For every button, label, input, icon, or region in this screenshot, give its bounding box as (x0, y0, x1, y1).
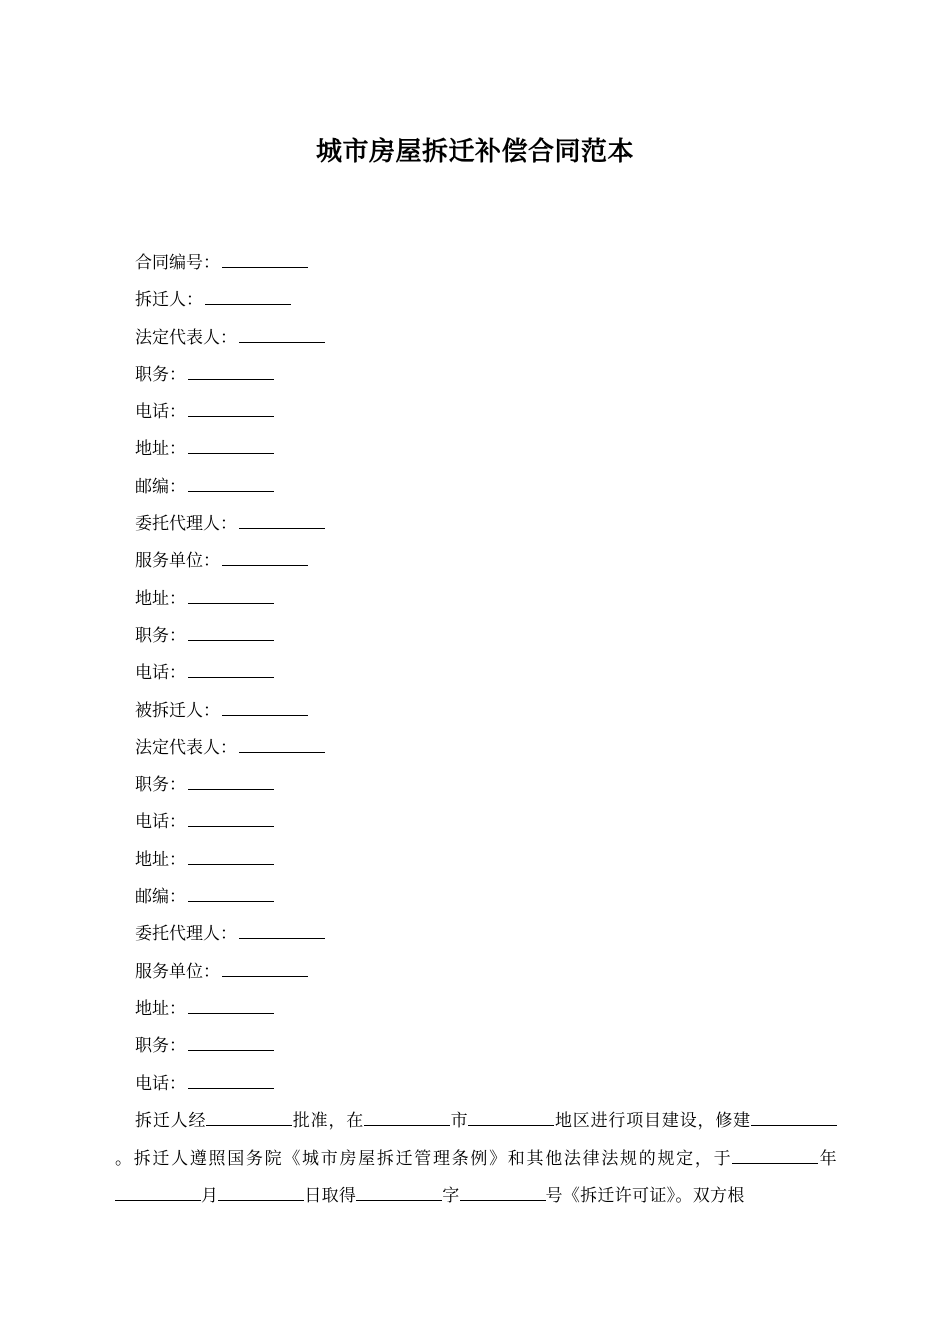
field-row (135, 919, 325, 956)
field-label: 电话： (135, 402, 186, 423)
field-blank-line[interactable] (222, 958, 308, 977)
field-blank-line[interactable] (188, 659, 274, 678)
field-blank-line[interactable] (188, 435, 274, 454)
field-label: 服务单位： (135, 551, 220, 572)
fill-blank[interactable] (732, 1145, 790, 1164)
field-blank-line[interactable] (222, 547, 308, 566)
field-row (135, 546, 325, 583)
fill-blank[interactable] (364, 1107, 450, 1126)
field-row (135, 807, 325, 844)
para-text: 。拆迁人遵照国务院《城市房屋拆迁管理条例》和其他法律法规的规定，于 (115, 1148, 733, 1169)
field-label: 电话： (135, 1073, 186, 1094)
para-text: 拆迁人经 (135, 1111, 207, 1131)
field-label: 地址： (135, 998, 186, 1019)
field-row (135, 360, 325, 397)
field-row (135, 621, 325, 658)
field-blank-line[interactable] (188, 1070, 274, 1089)
para-text: 号《拆迁许可证》。双方根 (545, 1186, 745, 1206)
field-label: 邮编： (135, 476, 186, 497)
para-text: 日取得 (304, 1186, 357, 1206)
field-blank-line[interactable] (188, 995, 274, 1014)
field-row (135, 323, 325, 360)
field-label: 被拆迁人： (135, 700, 220, 721)
field-label: 职务： (135, 625, 186, 646)
para-text: 批准，在 (292, 1111, 365, 1131)
field-label: 电话： (135, 812, 186, 833)
field-blank-line[interactable] (222, 249, 308, 268)
field-label: 地址： (135, 588, 186, 609)
party-info-fields (135, 248, 325, 1106)
fill-blank[interactable] (115, 1182, 201, 1201)
field-row (135, 1031, 325, 1068)
para-text: 年 (818, 1148, 837, 1169)
field-row (135, 509, 325, 546)
para-text: 市 (450, 1111, 469, 1131)
field-label: 法定代表人： (135, 327, 237, 348)
para-text: 字 (442, 1186, 460, 1206)
field-label: 法定代表人： (135, 737, 237, 758)
field-blank-line[interactable] (188, 808, 274, 827)
field-row (135, 658, 325, 695)
field-label: 服务单位： (135, 961, 220, 982)
field-row (135, 248, 325, 285)
field-row (135, 1069, 325, 1106)
field-row (135, 285, 325, 322)
field-label: 邮编： (135, 887, 186, 908)
field-label: 委托代理人： (135, 924, 237, 945)
field-row (135, 994, 325, 1031)
field-row (135, 472, 325, 509)
field-blank-line[interactable] (239, 510, 325, 529)
fill-blank[interactable] (468, 1107, 554, 1126)
fill-blank[interactable] (206, 1107, 292, 1126)
fill-blank[interactable] (790, 1145, 818, 1164)
fill-blank[interactable] (751, 1107, 809, 1126)
field-blank-line[interactable] (188, 622, 274, 641)
fill-blank[interactable] (218, 1182, 304, 1201)
para-text: 月 (201, 1186, 219, 1206)
para-text: 地区进行项目建设，修建 (554, 1111, 751, 1131)
field-label: 地址： (135, 439, 186, 460)
field-label: 地址： (135, 849, 186, 870)
field-blank-line[interactable] (239, 920, 325, 939)
field-blank-line[interactable] (222, 697, 308, 716)
field-label: 职务： (135, 1036, 186, 1057)
field-label: 合同编号： (135, 253, 220, 273)
field-row (135, 882, 325, 919)
fill-blank[interactable] (356, 1182, 442, 1201)
field-row (135, 957, 325, 994)
fill-blank[interactable] (809, 1107, 837, 1126)
field-row (135, 733, 325, 770)
contract-intro-paragraph (115, 1103, 837, 1216)
field-label: 职务： (135, 364, 186, 385)
field-blank-line[interactable] (188, 846, 274, 865)
field-blank-line[interactable] (188, 398, 274, 417)
field-blank-line[interactable] (239, 324, 325, 343)
field-blank-line[interactable] (188, 361, 274, 380)
field-blank-line[interactable] (188, 1032, 274, 1051)
field-label: 拆迁人： (135, 290, 203, 311)
field-blank-line[interactable] (188, 473, 274, 492)
document-title: 城市房屋拆迁补偿合同范本 (315, 137, 634, 167)
field-blank-line[interactable] (239, 734, 325, 753)
field-label: 职务： (135, 775, 186, 796)
field-row (135, 770, 325, 807)
field-blank-line[interactable] (205, 286, 291, 305)
field-blank-line[interactable] (188, 585, 274, 604)
field-row (135, 397, 325, 434)
fill-blank[interactable] (460, 1182, 546, 1201)
field-label: 电话： (135, 663, 186, 684)
field-blank-line[interactable] (188, 771, 274, 790)
field-row (135, 845, 325, 882)
field-row (135, 584, 325, 621)
field-blank-line[interactable] (188, 883, 274, 902)
field-label: 委托代理人： (135, 514, 237, 535)
field-row (135, 696, 325, 733)
field-row (135, 434, 325, 471)
